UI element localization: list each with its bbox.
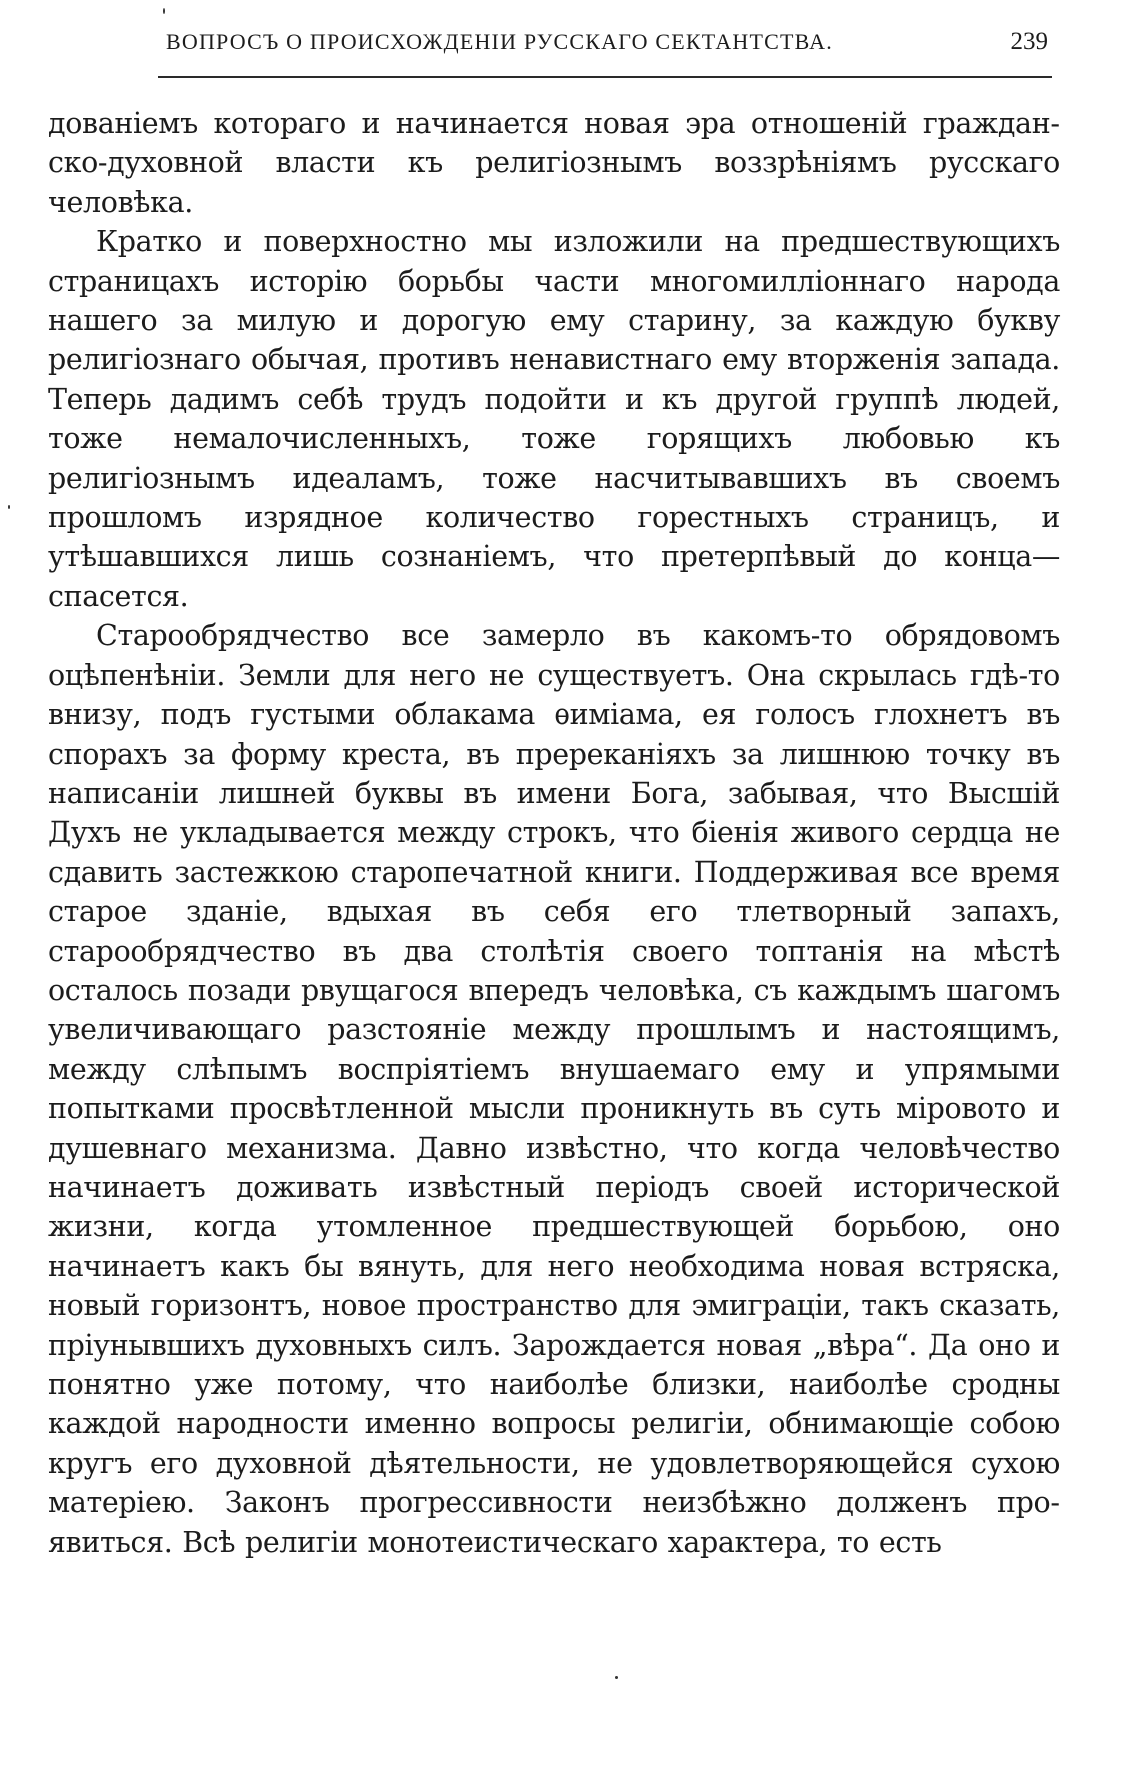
page-number: 239 — [1010, 28, 1048, 55]
page-header — [48, 28, 1060, 74]
header-rule — [158, 76, 1052, 78]
paragraph-continuation: дованіемъ котораго и начинается новая эра отношеній гражданско-духовной власти къ религіознымъ воззрѣніямъ русскаго человѣка. — [48, 107, 1060, 219]
print-speck — [615, 1676, 618, 1679]
print-speck — [163, 8, 165, 14]
paragraph-old-believers: Старообрядчество все замерло въ какомъ-то обрядовомъ оцѣпенѣніи. Земли для него не существуетъ. Она скрылась гдѣ-то внизу, подъ густыми облакама ѳиміама, ея голосъ глохнетъ въ спорахъ за форму креста, въ пререканіяхъ за лишнюю точку въ написаніи лишней буквы въ имени Бога, забывая, что Высшій Духъ не укладывается между строкъ, что біенія живого сердца не сдавить застежкою старопечатной книги. Поддерживая все время старое зданіе, вдыхая въ себя его тлетворный запахъ, старообрядчество въ два столѣтія своего топтанія на мѣстѣ осталось позади рвущагося впередъ человѣка, съ каждымъ шагомъ увеличивающаго разстояніе между прошлымъ и настоящимъ, между слѣпымъ воспріятіемъ внушаемаго ему и упрямыми попытками просвѣтленной мысли проникнуть въ суть міровото и душевнаго механизма. Давно извѣстно, что когда человѣчество начинаетъ доживать извѣстный періодъ своей исторической жизни, когда утомленное предшествующей борьбою, оно начинаетъ какъ бы вянуть, для него необходима новая встряска, новый горизонтъ, новое пространство для эмиграціи, такъ сказать, пріунывшихъ духовныхъ силъ. Зарождается новая „вѣра“. Да оно и понятно уже потому, что наиболѣе близки, наиболѣе сродны каждой народности именно вопросы религіи, обнимающіе собою кругъ его духовной дѣятельности, не удовлетворяющейся сухою матеріею. Законъ прогрессивности неизбѣжно долженъ проявиться. Всѣ религіи монотеистическаго характера, то есть — [48, 619, 1060, 1559]
book-page — [48, 28, 1060, 1748]
running-head: ВОПРОСЪ О ПРОИСХОЖДЕНІИ РУССКАГО СЕКТАНТСТВА. — [166, 29, 833, 54]
print-speck — [8, 505, 10, 509]
paragraph-history-summary: Кратко и поверхностно мы изложили на предшествующихъ страницахъ исторію борьбы части многомилліоннаго народа нашего за милую и дорогую ему старину, за каждую букву религіознаго обычая, противъ ненавистнаго ему вторженія запада. Теперь дадимъ себѣ трудъ подойти и къ другой группѣ людей, тоже немалочисленныхъ, тоже горящихъ любовью къ религіознымъ идеаламъ, тоже насчитывавшихъ въ своемъ прошломъ изрядное количество горестныхъ страницъ, и утѣшавшихся лишь сознаніемъ, что претерпѣвый до конца—спасется. — [48, 225, 1060, 613]
body-text — [48, 104, 1060, 1562]
